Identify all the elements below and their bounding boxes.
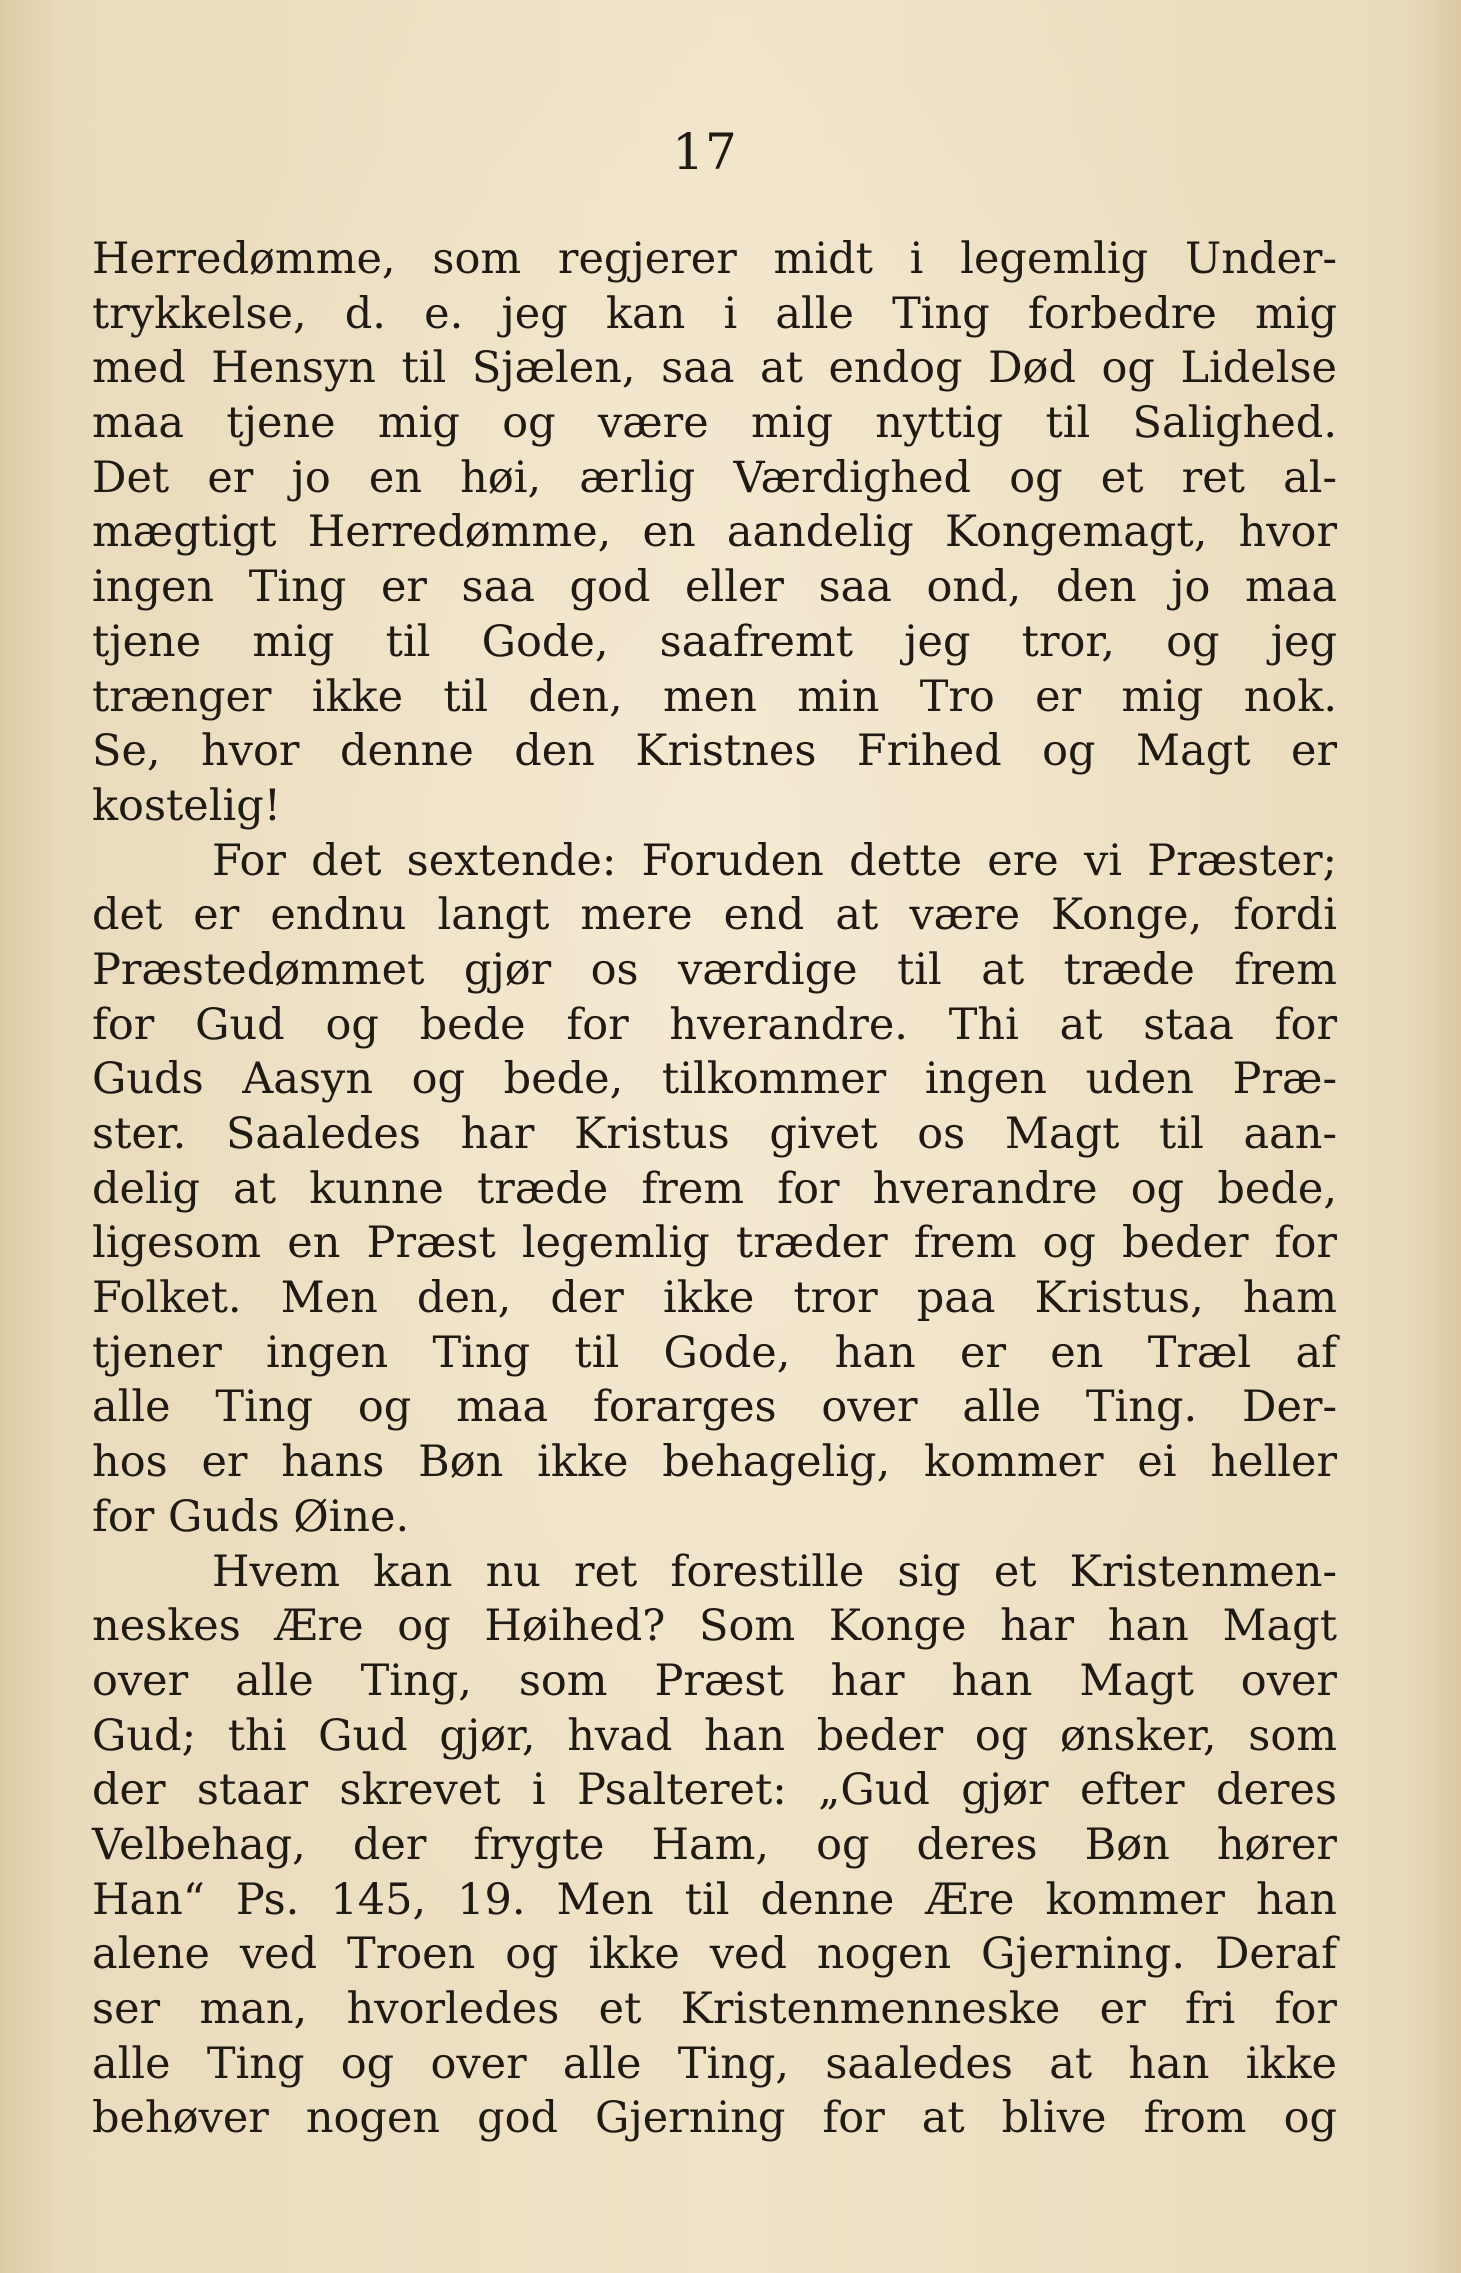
text-line: delig at kunne træde frem for hverandre og bede, — [92, 1163, 1337, 1214]
text-line: behøver nogen god Gjerning for at blive from og — [92, 2093, 1337, 2144]
text-line: ser man, hvorledes et Kristenmenneske er fri for — [92, 1984, 1337, 2034]
text-line: maa tjene mig og være mig nyttig til Salighed. — [92, 398, 1337, 449]
text-line: Herredømme, som regjerer midt i legemlig Under- — [92, 234, 1337, 284]
text-line: Se, hvor denne den Kristnes Frihed og Magt er — [92, 726, 1337, 777]
text-line: hos er hans Bøn ikke behagelig, kommer ei heller — [92, 1437, 1337, 1488]
text-line: neskes Ære og Høihed? Som Konge har han Magt — [92, 1601, 1337, 1652]
text-line: alle Ting og maa forarges over alle Ting. Der- — [92, 1382, 1337, 1433]
text-line: ingen Ting er saa god eller saa ond, den jo maa — [92, 562, 1337, 613]
text-line: ster. Saaledes har Kristus givet os Magt til aan- — [92, 1109, 1337, 1159]
text-line: Folket. Men den, der ikke tror paa Kristus, ham — [92, 1273, 1337, 1324]
paragraph — [92, 1545, 1337, 2147]
text-line: ligesom en Præst legemlig træder frem og beder for — [92, 1218, 1337, 1269]
text-line: tjene mig til Gode, saafremt jeg tror, og jeg — [92, 616, 1337, 667]
text-line: alene ved Troen og ikke ved nogen Gjerning. Deraf — [92, 1929, 1337, 1980]
text-line: For det sextende: Foruden dette ere vi Præster; — [212, 835, 1337, 886]
text-line: kostelig! — [92, 780, 282, 831]
text-line: for Guds Øine. — [92, 1491, 410, 1542]
text-line: det er endnu langt mere end at være Konge, fordi — [92, 890, 1337, 941]
text-line: for Gud og bede for hverandre. Thi at staa for — [92, 999, 1337, 1050]
text-line: trænger ikke til den, men min Tro er mig nok. — [92, 671, 1337, 722]
text-line: med Hensyn til Sjælen, saa at endog Død og Lidelse — [92, 343, 1337, 394]
text-line: tjener ingen Ting til Gode, han er en Træl af — [92, 1327, 1337, 1378]
text-line: der staar skrevet i Psalteret: „Gud gjør efter deres — [92, 1765, 1337, 1816]
text-line: Velbehag, der frygte Ham, og deres Bøn hører — [92, 1819, 1337, 1870]
text-line: alle Ting og over alle Ting, saaledes at han ikke — [92, 2038, 1337, 2089]
text-line: Guds Aasyn og bede, tilkommer ingen uden Præ- — [92, 1054, 1337, 1105]
body-text — [92, 232, 1337, 2146]
text-line: trykkelse, d. e. jeg kan i alle Ting forbedre mig — [92, 288, 1337, 339]
paragraph — [92, 834, 1337, 1545]
text-line: Hvem kan nu ret forestille sig et Kristenmen- — [212, 1546, 1337, 1597]
text-line: Han“ Ps. 145, 19. Men til denne Ære kommer han — [92, 1874, 1337, 1925]
text-line: Det er jo en høi, ærlig Værdighed og et ret al- — [92, 452, 1337, 503]
page-number: 17 — [672, 123, 738, 181]
paragraph — [92, 232, 1337, 834]
text-line: mægtigt Herredømme, en aandelig Kongemagt, hvor — [92, 507, 1337, 558]
text-line: Gud; thi Gud gjør, hvad han beder og ønsker, som — [92, 1710, 1337, 1761]
text-line: Præstedømmet gjør os værdige til at træde frem — [92, 944, 1337, 995]
text-line: over alle Ting, som Præst har han Magt over — [92, 1655, 1337, 1706]
